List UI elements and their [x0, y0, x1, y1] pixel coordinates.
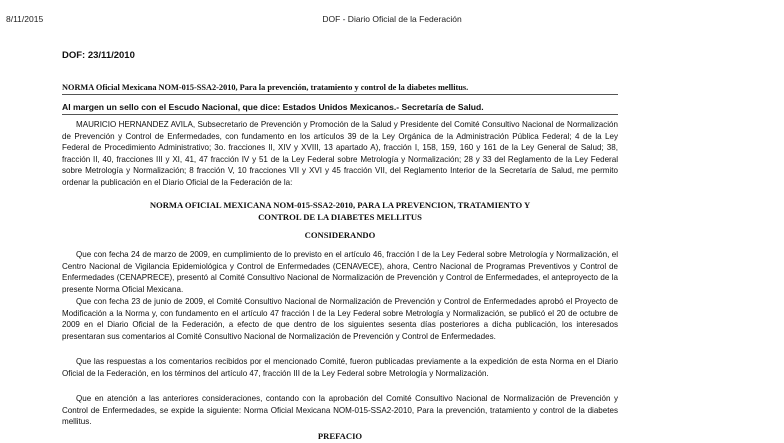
considerando-p2-block [62, 296, 618, 342]
considerando-paragraph-3: Que las respuestas a los comentarios recibidos por el mencionado Comité, fueron publicadas previamente a la expedición de esta Norma en el Diario Oficial de la Federación, en los términos del artículo 47, fracción III de la Ley Federal sobre Metrología y Normalización. [62, 357, 618, 378]
considerando-paragraph-2: Que con fecha 23 de junio de 2009, el Comité Consultivo Nacional de Normalización de Prevención y Control de Enfermedades aprobó el Proyecto de Modificación a la Norma y, con fundamento en el artículo 47 fracción I de la Ley Federal sobre Metrología y Normalización, se publicó el 20 de octubre de 2009 en el Diario Oficial de la Federación, a efecto de que dentro de los siguientes sesenta días posteriores a dicha publicación, los interesados presentaran sus comentarios al Comité Consultivo Nacional de Normalización de Prevención y Control de Enfermedades. [62, 297, 618, 341]
norma-title: NORMA Oficial Mexicana NOM-015-SSA2-2010, Para la prevención, tratamiento y control de la diabetes mellitus. [62, 83, 618, 95]
considerando-p1-block [62, 249, 618, 295]
print-source: DOF - Diario Oficial de la Federación [322, 14, 462, 24]
margin-note: Al margen un sello con el Escudo Nacional, que dice: Estados Unidos Mexicanos.- Secretaría de Salud. [62, 102, 618, 115]
norma-heading [62, 200, 618, 223]
print-header [6, 14, 778, 26]
considerando-paragraph-4: Que en atención a las anteriores consideraciones, contando con la aprobación del Comité Consultivo Nacional de Normalización de Prevención y Control de Enfermedades, se expide la siguiente: Norma Oficial Mexicana NOM-015-SSA2-2010, Para la prevención, tratamiento y control de la diabetes mellitus. [62, 394, 618, 426]
intro-block [62, 119, 618, 188]
considerando-p3-block [62, 356, 618, 379]
intro-paragraph: MAURICIO HERNANDEZ AVILA, Subsecretario de Prevención y Promoción de la Salud y Presidente del Comité Consultivo Nacional de Normalización de Prevención y Control de Enfermedades, con fundamento en los artículos 39 de la Ley Orgánica de la Administración Pública Federal; 4 de la Ley Federal de Procedimiento Administrativo; 3o. fracciones II, XIV y XVIII, 13 apartado A), fracción I, 158, 159, 160 y 161 de la Ley General de Salud; 38, fracción II, 40, fracciones III y XI, 41, 47 fracción IV y 51 de la Ley Federal sobre Metrología y Normalización; 28 y 33 del Reglamento de la Ley Federal sobre Metrología y Normalización; 8 fracción V, 10 fracciones VII y XVI y 45 fracción VII, del Reglamento Interior de la Secretaría de Salud, me permito ordenar la publicación en el Diario Oficial de la Federación de la: [62, 120, 618, 187]
norma-heading-line1: NORMA OFICIAL MEXICANA NOM-015-SSA2-2010, PARA LA PREVENCION, TRATAMIENTO Y [149, 200, 531, 210]
considerando-p4-block [62, 393, 618, 428]
prefacio-heading: PREFACIO [317, 431, 363, 441]
dof-date: DOF: 23/11/2010 [62, 50, 135, 61]
considerando-heading: CONSIDERANDO [304, 230, 376, 240]
considerando-paragraph-1: Que con fecha 24 de marzo de 2009, en cumplimiento de lo previsto en el artículo 46, fracción I de la Ley Federal sobre Metrología y Normalización, el Centro Nacional de Vigilancia Epidemiológica y Control de Enfermedades (CENAVECE), ahora, Centro Nacional de Programas Preventivos y Control de Enfermedades (CENAPRECE), presentó al Comité Consultivo Nacional de Normalización de Prevención y Control de Enfermedades, el anteproyecto de la presente Norma Oficial Mexicana. [62, 250, 618, 294]
print-date: 8/11/2015 [6, 14, 44, 24]
norma-heading-line2: CONTROL DE LA DIABETES MELLITUS [258, 211, 422, 222]
